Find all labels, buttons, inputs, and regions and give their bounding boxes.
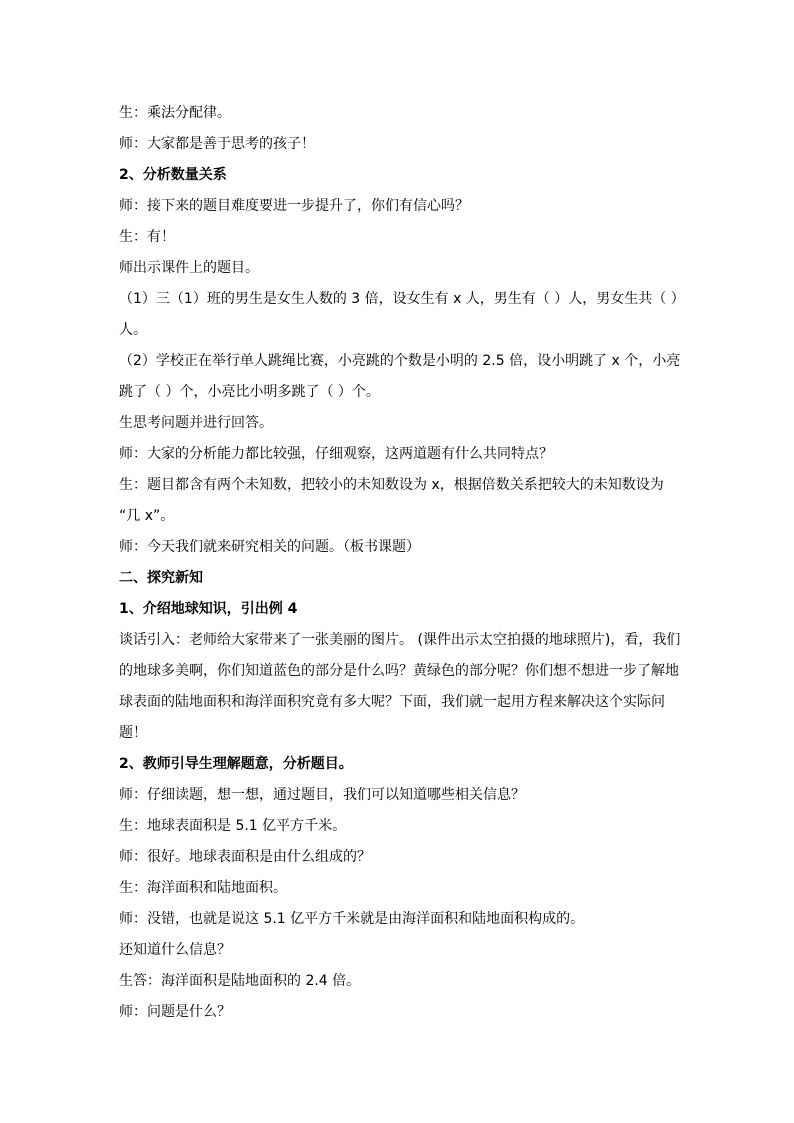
text-line: 人。 (119, 322, 147, 338)
text-line: 师：问题是什么？ (119, 1004, 231, 1020)
text-line: 生：海洋面积和陆地面积。 (119, 880, 287, 896)
text-line: 生：题目都含有两个未知数，把较小的未知数设为 x，根据倍数关系把较大的未知数设为 (119, 477, 664, 493)
text-line: 生思考问题并进行回答。 (119, 415, 273, 431)
text-line: 球表面的陆地面积和海洋面积究竟有多大呢？下面，我们就一起用方程来解决这个实际问 (119, 694, 665, 710)
text-line: 生答：海洋面积是陆地面积的 2.4 倍。 (119, 973, 361, 989)
text-line: 的地球多美啊，你们知道蓝色的部分是什么吗？黄绿色的部分呢？你们想不想进一步了解地 (119, 663, 679, 679)
section-heading: 1、介绍地球知识，引出例 4 (119, 601, 298, 617)
text-line: 师：今天我们就来研究相关的问题。（板书课题） (119, 539, 420, 555)
text-line: 师：大家都是善于思考的孩子！ (119, 136, 315, 152)
section-heading: 二、探究新知 (119, 570, 203, 586)
text-line: “几 x”。 (119, 508, 175, 524)
text-line: 题！ (119, 725, 147, 741)
text-line: 师：很好。地球表面积是由什么组成的？ (119, 849, 371, 865)
text-line: 还知道什么信息？ (119, 942, 231, 958)
text-line: 跳了（ ）个，小亮比小明多跳了（ ）个。 (119, 384, 380, 400)
text-line: 师：仔细读题，想一想，通过题目，我们可以知道哪些相关信息？ (119, 787, 525, 803)
text-line: 生：有！ (119, 229, 175, 245)
text-line: （1）三（1）班的男生是女生人数的 3 倍，设女生有 x 人，男生有（ ）人，男女生共（ ） (119, 291, 685, 307)
text-line: 师：接下来的题目难度要进一步提升了，你们有信心吗？ (119, 198, 469, 214)
section-heading: 2、教师引导生理解题意，分析题目。 (119, 756, 353, 772)
text-line: 谈话引入：老师给大家带来了一张美丽的图片。 (课件出示太空拍摄的地球照片)，看，我们 (119, 632, 681, 648)
text-line: 生：地球表面积是 5.1 亿平方千米。 (119, 818, 347, 834)
text-line: 师出示课件上的题目。 (119, 260, 259, 276)
text-line: 师：没错，也就是说这 5.1 亿平方千米就是由海洋面积和陆地面积构成的。 (119, 911, 585, 927)
text-line: （2）学校正在举行单人跳绳比赛，小亮跳的个数是小明的 2.5 倍，设小明跳了 x 个，小亮 (119, 353, 681, 369)
section-heading: 2、分析数量关系 (119, 167, 227, 183)
text-line: 师：大家的分析能力都比较强，仔细观察，这两道题有什么共同特点？ (119, 446, 553, 462)
text-line: 生：乘法分配律。 (119, 105, 231, 121)
